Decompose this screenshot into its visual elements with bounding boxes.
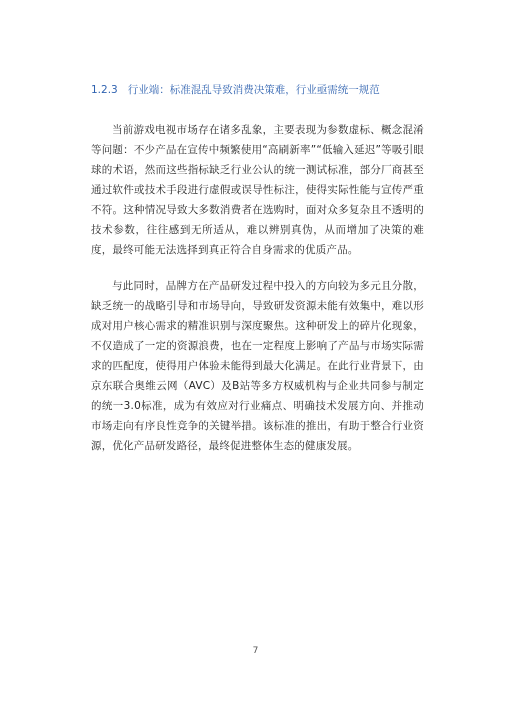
section-number: 1.2.3 [91,84,118,96]
section-heading [91,83,380,97]
page-number: 7 [252,646,259,656]
body-paragraph-2: 与此同时，品牌方在产品研发过程中投入的方向较为多元且分散，缺乏统一的战略引导和市场导向，导致研发资源未能有效集中，难以形成对用户核心需求的精准识别与深度聚焦。这种研发上的碎片化现象，不仅造成了一定的资源浪费，也在一定程度上影响了产品与市场实际需求的匹配度，使得用户体验未能得到最大化满足。在此行业背景下，由京东联合奥维云网（AVC）及B站等多方权威机构与企业共同参与制定的统一3.0标准，成为有效应对行业痛点、明确技术发展方向、并推动市场走向有序良性竞争的关键举措。该标准的推出，有助于整合行业资源，优化产品研发路径，最终促进整体生态的健康发展。 [91,280,424,452]
section-title: 行业端：标准混乱导致消费决策难，行业亟需统一规范 [127,84,380,96]
body-paragraph-1: 当前游戏电视市场存在诸多乱象，主要表现为参数虚标、概念混淆等问题：不少产品在宣传中频繁使用“高刷新率”“低输入延迟”等吸引眼球的术语，然而这些指标缺乏行业公认的统一测试标准，部分厂商甚至通过软件或技术手段进行虚假或误导性标注，使得实际性能与宣传严重不符。这种情况导致大多数消费者在选购时，面对众多复杂且不透明的技术参数，往往感到无所适从，难以辨别真伪，从而增加了决策的难度，最终可能无法选择到真正符合自身需求的优质产品。 [91,124,424,256]
